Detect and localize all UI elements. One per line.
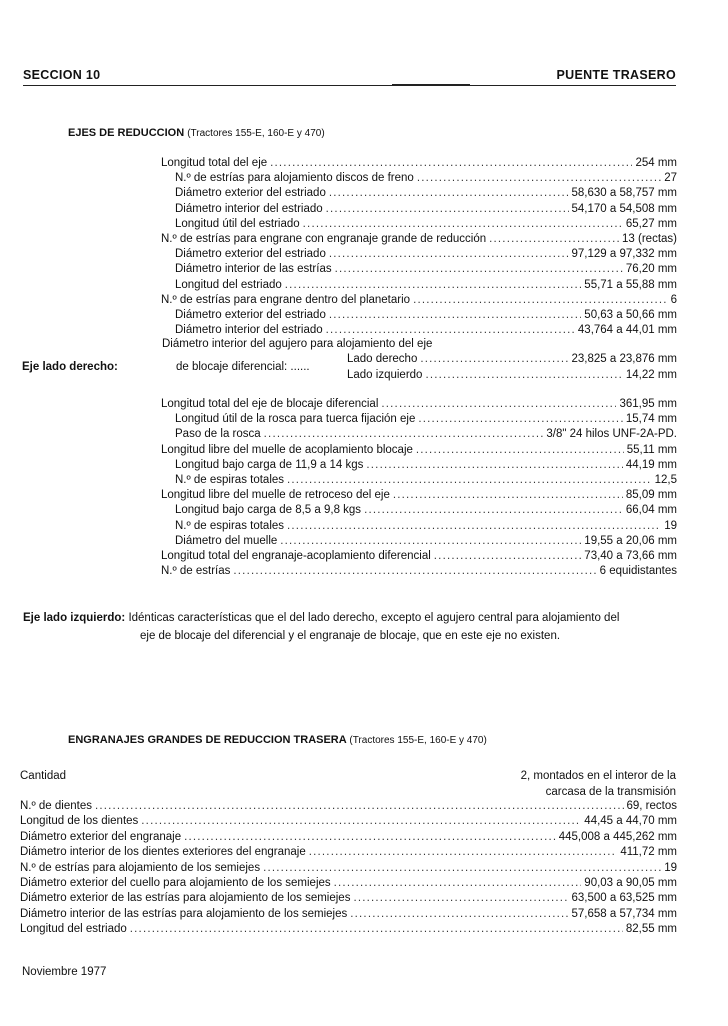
engranajes-title xyxy=(68,734,487,746)
spec-label: N.º de estrías para engrane dentro del planetario xyxy=(161,293,411,306)
leader-dots xyxy=(425,368,622,383)
leader-dots xyxy=(233,564,596,579)
spec-row xyxy=(20,861,677,876)
leader-dots xyxy=(303,217,623,232)
leader-dots xyxy=(280,534,581,549)
spec-row xyxy=(175,171,677,186)
spec-row xyxy=(175,503,677,518)
leader-dots xyxy=(416,443,624,458)
spec-value: 55,71 a 55,88 mm xyxy=(584,278,677,291)
spec-label: Diámetro exterior del engranaje xyxy=(20,830,182,843)
leader-dots xyxy=(413,293,668,308)
header-rule-accent xyxy=(392,84,470,86)
spec-row xyxy=(175,323,677,338)
leader-dots xyxy=(350,907,568,922)
spec-value: 445,008 a 445,262 mm xyxy=(558,830,677,843)
spec-value: 76,20 mm xyxy=(625,263,677,276)
spec-label: N.º de dientes xyxy=(20,800,92,812)
spec-label: Longitud bajo carga de 11,9 a 14 kgs xyxy=(175,458,364,471)
spec-value: 82,55 mm xyxy=(625,923,677,936)
spec-label: Longitud total del eje de blocaje diferencial xyxy=(161,398,379,410)
eje-lado-izquierdo-text-1: Idénticas características que el del lado derecho, excepto el agujero central para alojamiento del xyxy=(128,612,620,624)
spec-label: Diámetro exterior de las estrías para alojamiento de los semiejes xyxy=(20,892,351,905)
leader-dots xyxy=(420,352,568,367)
spec-row xyxy=(175,217,677,232)
spec-value: 19,55 a 20,06 mm xyxy=(584,534,677,547)
spec-value: 55,11 mm xyxy=(626,443,677,456)
spec-label: Diámetro interior de las estrías xyxy=(175,263,332,276)
spec-row xyxy=(161,549,677,564)
spec-label: Longitud total del eje xyxy=(161,157,268,169)
spec-row xyxy=(161,564,677,579)
leader-dots xyxy=(184,830,556,845)
spec-row xyxy=(20,830,677,845)
spec-row xyxy=(20,922,677,937)
leader-dots xyxy=(329,308,581,323)
spec-row xyxy=(20,814,677,829)
leader-dots xyxy=(417,171,661,186)
spec-label: N.º de estrías para alojamiento de los semiejes xyxy=(20,861,261,874)
leader-dots xyxy=(329,247,569,262)
spec-value: 69, rectos xyxy=(626,800,677,812)
spec-label: Diámetro interior de los dientes exteriores del engranaje xyxy=(20,846,306,859)
spec-value: 90,03 a 90,05 mm xyxy=(584,877,677,889)
spec-row xyxy=(175,519,677,534)
footer-date: Noviembre 1977 xyxy=(22,966,107,978)
leader-dots xyxy=(326,323,575,338)
spec-value: 65,27 mm xyxy=(625,217,677,230)
cantidad-label: Cantidad xyxy=(20,770,67,782)
spec-label: Longitud libre del muelle de acoplamiento blocaje xyxy=(161,443,413,456)
leader-dots xyxy=(287,519,661,534)
spec-value: 6 xyxy=(670,293,677,306)
spec-label: Diámetro interior de las estrías para alojamiento de los semiejes xyxy=(20,907,348,920)
lado-izquierdo-value: 14,22 mm xyxy=(625,369,677,381)
spec-value: 44,19 mm xyxy=(625,458,677,471)
spec-value: 63,500 a 63,525 mm xyxy=(571,892,677,905)
leader-dots xyxy=(264,427,544,442)
agujero-label: Diámetro interior del agujero para alojamiento del eje xyxy=(162,338,433,350)
leader-dots xyxy=(381,397,616,412)
spec-row xyxy=(161,232,677,247)
page-title: PUENTE TRASERO xyxy=(556,68,676,82)
leader-dots xyxy=(270,156,632,171)
spec-label: N.º de estrías xyxy=(161,565,231,578)
spec-value: 3/8" 24 hilos UNF-2A-PD. xyxy=(546,428,677,441)
spec-value: 43,764 a 44,01 mm xyxy=(577,324,677,337)
spec-label: Diámetro exterior del cuello para alojamiento de los semiejes xyxy=(20,877,331,889)
spec-label: Longitud del estriado xyxy=(20,923,127,936)
section-number: SECCION 10 xyxy=(23,68,101,82)
spec-value: 411,72 mm xyxy=(620,846,677,859)
spec-label: Longitud total del engranaje-acoplamiento diferencial xyxy=(161,550,431,562)
leader-dots xyxy=(434,549,582,564)
spec-row xyxy=(161,156,677,171)
leader-dots xyxy=(353,891,568,906)
spec-label: Longitud útil del estriado xyxy=(175,217,300,230)
spec-label: Longitud libre del muelle de retroceso del eje xyxy=(161,489,390,502)
leader-dots xyxy=(334,876,582,891)
spec-row xyxy=(175,278,677,293)
leader-dots xyxy=(393,488,623,503)
spec-label: Diámetro exterior del estriado xyxy=(175,248,326,261)
leader-dots xyxy=(366,458,622,473)
spec-row xyxy=(20,799,677,814)
lado-izquierdo-row xyxy=(347,368,677,383)
spec-row xyxy=(175,473,677,488)
spec-row xyxy=(20,907,677,922)
spec-value: 12,5 xyxy=(654,474,677,486)
spec-label: Diámetro interior del estriado xyxy=(175,202,323,215)
spec-value: 97,129 a 97,332 mm xyxy=(571,248,677,261)
blocaje-label: de blocaje diferencial: ...... xyxy=(176,361,310,373)
cantidad-value-2: carcasa de la transmisión xyxy=(545,786,676,798)
spec-label: Diámetro exterior del estriado xyxy=(175,187,326,200)
spec-row xyxy=(175,534,677,549)
engranajes-title-text: ENGRANAJES GRANDES DE REDUCCION TRASERA xyxy=(68,734,347,746)
leader-dots xyxy=(95,799,624,814)
lado-derecho-row xyxy=(347,352,677,367)
spec-row xyxy=(20,891,677,906)
spec-label: N.º de espiras totales xyxy=(175,474,285,486)
spec-label: Longitud del estriado xyxy=(175,278,282,291)
spec-row xyxy=(175,458,677,473)
spec-label: N.º de espiras totales xyxy=(175,519,285,532)
spec-label: Diámetro interior del estriado xyxy=(175,324,323,337)
spec-value: 44,45 a 44,70 mm xyxy=(584,815,677,828)
spec-label: N.º de estrías para engrane con engranaje grande de reducción xyxy=(161,233,487,245)
eje-lado-izquierdo-para xyxy=(23,609,683,627)
leader-dots xyxy=(287,473,652,488)
leader-dots xyxy=(364,503,623,518)
spec-row xyxy=(175,427,677,442)
lado-derecho-value: 23,825 a 23,876 mm xyxy=(571,353,677,365)
spec-value: 85,09 mm xyxy=(625,489,677,502)
spec-row xyxy=(161,488,677,503)
engranajes-subtitle: (Tractores 155-E, 160-E y 470) xyxy=(349,735,487,746)
leader-dots xyxy=(309,845,618,860)
eje-lado-izquierdo-label: Eje lado izquierdo: xyxy=(23,612,126,624)
lado-izquierdo-label: Lado izquierdo xyxy=(347,369,423,381)
spec-value: 73,40 a 73,66 mm xyxy=(584,550,677,562)
spec-value: 254 mm xyxy=(635,157,677,169)
spec-row xyxy=(161,443,677,458)
spec-label: Diámetro exterior del estriado xyxy=(175,309,326,321)
spec-value: 58,630 a 58,757 mm xyxy=(571,187,677,200)
spec-row xyxy=(175,247,677,262)
ejes-title xyxy=(68,127,325,139)
spec-row xyxy=(175,186,677,201)
lado-derecho-label: Lado derecho xyxy=(347,353,418,365)
leader-dots xyxy=(418,412,622,427)
spec-value: 27 xyxy=(664,172,677,185)
spec-value: 19 xyxy=(664,519,677,532)
spec-label: Paso de la rosca xyxy=(175,428,261,441)
spec-value: 13 (rectas) xyxy=(622,233,677,245)
spec-label: N.º de estrías para alojamiento discos de freno xyxy=(175,172,414,185)
spec-value: 66,04 mm xyxy=(625,504,677,517)
spec-value: 54,170 a 54,508 mm xyxy=(571,202,677,215)
spec-row xyxy=(175,202,677,217)
eje-lado-izquierdo-text-2: eje de blocaje del diferencial y el engranaje de blocaje, que en este eje no existen. xyxy=(140,630,561,642)
spec-row xyxy=(175,262,677,277)
spec-row xyxy=(175,308,677,323)
spec-label: Longitud bajo carga de 8,5 a 9,8 kgs xyxy=(175,504,362,517)
ejes-title-text: EJES DE REDUCCION xyxy=(68,127,185,139)
spec-label: Longitud de los dientes xyxy=(20,815,139,828)
leader-dots xyxy=(285,278,582,293)
spec-value: 19 xyxy=(664,861,677,874)
spec-value: 6 equidistantes xyxy=(599,565,677,578)
spec-row xyxy=(20,845,677,860)
spec-label: Diámetro del muelle xyxy=(175,534,278,547)
spec-row xyxy=(175,412,677,427)
header-rule xyxy=(23,85,676,86)
spec-label: Longitud útil de la rosca para tuerca fijación eje xyxy=(175,413,416,426)
spec-value: 57,658 a 57,734 mm xyxy=(571,907,677,920)
cantidad-value-1: 2, montados en el interor de la xyxy=(520,770,676,782)
spec-value: 15,74 mm xyxy=(625,413,677,426)
leader-dots xyxy=(263,861,661,876)
ejes-subtitle: (Tractores 155-E, 160-E y 470) xyxy=(187,128,325,139)
leader-dots xyxy=(141,814,581,829)
spec-value: 50,63 a 50,66 mm xyxy=(584,309,677,321)
leader-dots xyxy=(489,232,619,247)
leader-dots xyxy=(335,262,623,277)
spec-row xyxy=(161,293,677,308)
spec-value: 361,95 mm xyxy=(619,398,677,410)
spec-row xyxy=(161,397,677,412)
leader-dots xyxy=(130,922,623,937)
eje-lado-derecho-label: Eje lado derecho: xyxy=(22,361,118,373)
spec-row xyxy=(20,876,677,891)
leader-dots xyxy=(329,186,569,201)
leader-dots xyxy=(326,202,569,217)
